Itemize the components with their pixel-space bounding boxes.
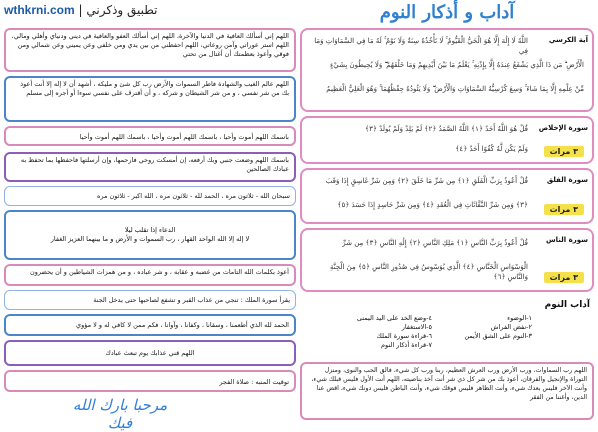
dua-text: اللهم قني عذابك يوم تبعث عبادك bbox=[105, 349, 195, 357]
section-falaq bbox=[300, 168, 594, 224]
dua-text: باسمك اللهم أموت وأحيا ، باسمك اللهم أموت وأحيا ، باسمك اللهم أموت وأحيا bbox=[79, 133, 289, 141]
repeat-badge: ٣ مرات bbox=[544, 204, 584, 215]
dua-box-praise bbox=[4, 314, 296, 336]
section-ikhlas bbox=[300, 116, 594, 164]
dua-text: يقرأ سورة الملك : تنجي من عذاب القبر و تشفع لصاحبها حتى يدخل الجنة bbox=[93, 296, 290, 304]
etiquette-list-left bbox=[312, 314, 432, 350]
dua-text: اللهم عالم الغيب والشهادة فاطر السموات والأرض رب كل شئ و مليكه ، أشهد أن لا إله إلا أنت أعوذ بك من شر نفسي ، و من شر الشيطان و شركه ، و أن أقترف على نفسي سوءا أو أجره إلى مسلم bbox=[20, 80, 289, 97]
page-title: آداب و أذكار النوم bbox=[379, 2, 515, 23]
verse-line: قُلْ أَعُوذُ بِرَبِّ الْفَلَقِ ﴿١﴾ مِن شَرِّ مَا خَلَقَ ﴿٢﴾ وَمِن شَرِّ غَاسِقٍ إِذَا وَقَبَ bbox=[325, 177, 528, 185]
etiquette-section bbox=[300, 300, 594, 360]
site-url[interactable]: wthkrni.com bbox=[4, 3, 75, 17]
dua-text: باسمك اللهم وضعت جنبي وبك أرفعه، إن أمسكت روحي فارحمها، وإن أرسلتها فاحفظها بما تحفظ به عبادك الصالحين bbox=[20, 156, 289, 173]
section-label: سورة الناس bbox=[545, 236, 588, 244]
dua-text: سبحان الله - ثلاثون مره ، الحمد لله - ثلاثون مره ، الله اكبر - ثلاثون مره bbox=[96, 192, 290, 200]
dua-box-mulk bbox=[4, 290, 296, 310]
etiquette-item: ٧-قراءة أذكار النوم bbox=[381, 341, 432, 349]
section-nas bbox=[300, 228, 594, 292]
signature: مرحبا بارك الله فيك bbox=[72, 396, 168, 432]
dua-text: أعوذ بكلمات الله التامات من غضبه و عقابه ، و شر عباده ، و من همزات الشياطين و أن يحضرون bbox=[29, 268, 289, 276]
verse-line: مِّنْ عِلْمِهِ إِلَّا بِمَا شَاءَ ۚ وَسِعَ كُرْسِيُّهُ السَّمَاوَاتِ وَالْأَرْضَ ۖ وَلَا يَئُودُهُ حِفْظُهُمَا ۚ وَهُوَ الْعَلِيُّ الْعَظِيمُ bbox=[326, 85, 584, 93]
etiquette-item: ٢-نفض الفراش bbox=[490, 323, 532, 331]
verse-line: اللَّهُ لَا إِلَٰهَ إِلَّا هُوَ الْحَيُّ الْقَيُّومُ ۚ لَا تَأْخُذُهُ سِنَةٌ وَلَا نَوْمٌ ۚ لَهُ مَا فِي السَّمَاوَاتِ وَمَا فِي bbox=[314, 37, 528, 55]
header-separator: | bbox=[78, 3, 83, 17]
etiquette-item: ١-الوضوء bbox=[507, 314, 532, 322]
verse-line: ﴿٣﴾ وَمِن شَرِّ النَّفَّاثَاتِ فِي الْعُقَدِ ﴿٤﴾ وَمِن شَرِّ حَاسِدٍ إِذَا حَسَدَ ﴿٥﴾ bbox=[337, 201, 528, 209]
dua-box-final bbox=[300, 362, 594, 420]
dua-box-unseen bbox=[4, 76, 296, 122]
verse-line: الْوَسْوَاسِ الْخَنَّاسِ ﴿٤﴾ الَّذِي يُوَسْوِسُ فِي صُدُورِ النَّاسِ ﴿٥﴾ مِنَ الْجِنَّةِ وَالنَّاسِ ﴿٦﴾ bbox=[329, 263, 528, 281]
site-header bbox=[4, 3, 226, 23]
etiquette-item: ٤-وضع الخد على اليد اليمنى bbox=[356, 314, 432, 322]
dua-box-side bbox=[4, 152, 296, 182]
dua-box-punishment bbox=[4, 340, 296, 366]
section-ayat-kursi bbox=[300, 28, 594, 112]
dua-box-bismika bbox=[4, 126, 296, 146]
etiquette-item: ٣-النوم على الشق الأيمن bbox=[464, 332, 532, 340]
dua-text: الحمد لله الذي أطعمنا ، وسقانا ، وكفانا ، وآوانا ، فكم ممن لا كافي له و لا مؤوي bbox=[76, 321, 289, 329]
alarm-text: توقيت المنبه : صلاة الفجر bbox=[219, 378, 289, 386]
dua-box-wellbeing bbox=[4, 28, 296, 72]
etiquette-item: ٦-قراءة سورة الملك bbox=[376, 332, 432, 340]
verse-line: قُلْ هُوَ اللَّهُ أَحَدٌ ﴿١﴾ اللَّهُ الصَّمَدُ ﴿٢﴾ لَمْ يَلِدْ وَلَمْ يُولَدْ ﴿٣﴾ bbox=[365, 125, 528, 133]
section-label: سورة الإخلاص bbox=[538, 124, 588, 132]
dua-box-refuge bbox=[4, 264, 296, 286]
dua-box-tasbeeh bbox=[4, 186, 296, 206]
dua-heading: الدعاء إذا تقلب ليلا bbox=[124, 226, 176, 234]
section-label: آية الكرسي bbox=[548, 36, 588, 44]
repeat-badge: ٣ مرات bbox=[544, 272, 584, 283]
dua-text: اللهم إني أسألك العافية في الدنيا والآخرة، اللهم إني أسألك العفو والعافية في ديني ودنياي وأهلي ومالي، اللهم استر عوراتي وآمن روعاتي، اللهم احفظني من بين يدي ومن خلفي وعن يميني وعن شمالي ومن فوقي وأعوذ بعظمتك أن أغتال من تحتي bbox=[11, 32, 289, 58]
repeat-badge: ٣ مرات bbox=[544, 146, 584, 157]
section-label: سورة الفلق bbox=[546, 176, 588, 184]
verse-line: قُلْ أَعُوذُ بِرَبِّ النَّاسِ ﴿١﴾ مَلِكِ النَّاسِ ﴿٢﴾ إِلَٰهِ النَّاسِ ﴿٣﴾ مِن شَرِّ bbox=[342, 239, 528, 247]
dua-text: لا إله إلا الله الواحد القهار ، رب السموات و الأرض و ما بينهما العزيز الغفار bbox=[50, 235, 250, 243]
etiquette-list-right bbox=[442, 314, 532, 341]
verse-line: وَلَمْ يَكُن لَّهُ كُفُوًا أَحَدٌ ﴿٤﴾ bbox=[455, 145, 528, 153]
dua-box-alarm bbox=[4, 370, 296, 392]
etiquette-title: آداب النوم bbox=[544, 300, 590, 310]
verse-line: الْأَرْضِ ۗ مَن ذَا الَّذِي يَشْفَعُ عِندَهُ إِلَّا بِإِذْنِهِ ۚ يَعْلَمُ مَا بَيْنَ أَيْدِيهِمْ وَمَا خَلْفَهُمْ ۖ وَلَا يُحِيطُونَ بِشَيْءٍ bbox=[329, 61, 584, 69]
dua-text: اللهم رب السماوات، ورب الأرض ورب العرش العظيم، ربنا ورب كل شيء، فالق الحب والنوى، ومنزل التوراة والإنجيل والفرقان، أعوذ بك من شر كل ذي شر أنت آخذ بناصيته، اللهم أنت الأول فليس قبلك شيء، وأنت الآخر فليس بعدك شيء، وأنت الظاهر فليس فوقك شيء، وأنت الباطن فليس دونك شيء، اقض عنا الدين، وأغننا من الفقر bbox=[311, 367, 587, 401]
etiquette-item: ٥-الاستغفار bbox=[401, 323, 432, 331]
dua-box-turning bbox=[4, 210, 296, 260]
app-name: تطبيق وذكرني bbox=[86, 3, 158, 17]
